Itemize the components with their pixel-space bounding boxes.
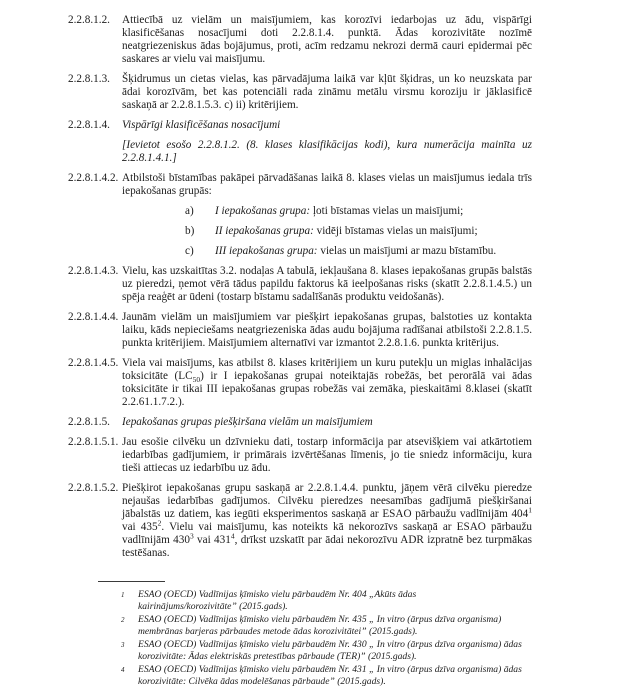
clause-text: Šķidrumus un cietas vielas, kas pārvadājuma laikā var kļūt šķidras, un ko neuzskata par ādai korozīvām, bet kas potenciāli rada zināmu metālu virsmu koroziju ir jāklasificē saskaņā ar 2.2.8.1.5.3. c) ii) kritērijiem. — [122, 73, 532, 111]
footnote-line: ESAO (OECD) Vadlīnijas ķīmisko vielu pārbaudēm Nr. 430 „ In vitro (ārpus dzīva organisma) ādas — [138, 639, 522, 650]
clause-2-2-8-1-4-3 — [68, 265, 532, 304]
clause-text: Attiecībā uz vielām un maisījumiem, kas korozīvi iedarbojas uz ādu, vispārīgi klasificēšanas nosacījumi doti 2.2.8.1.4. punktā. Ādas korozivitāte nozīmē neatgriezeniskus ādas bojājumus, proti, acīm redzamu nekrozi dermā cauri epidermai pēc saskares ar vielu vai maisījumu. — [122, 14, 532, 65]
packing-group-item-c — [185, 245, 532, 258]
list-item-text — [215, 205, 463, 218]
footnote-line: ESAO (OECD) Vadlīnijas ķīmisko vielu pārbaudēm Nr. 435 „ In vitro (ārpus dzīva organisma) — [138, 614, 502, 625]
editorial-note — [68, 139, 532, 165]
clause-2-2-8-1-5-1 — [68, 436, 532, 475]
footnote-mark: 4 — [121, 666, 125, 674]
list-item-lead: II iepakošanas grupa: — [215, 225, 314, 237]
footnote-line: ESAO (OECD) Vadlīnijas ķīmisko vielu pārbaudēm Nr. 404 „Akūts ādas — [138, 589, 417, 600]
clause-number: 2.2.8.1.3. — [68, 73, 110, 85]
clause-text: Jaunām vielām un maisījumiem var piešķirt iepakošanas grupas, balstoties uz kontakta laiku, kāds nepieciešams neatgriezeniska ādas audu bojājuma radīšanai atbilstoši 2.2.8.1.5. punkta kritērijiem. Maisījumiem alternatīvi var izmantot 2.2.8.1.6. punkta kritērijus. — [122, 311, 532, 349]
footnote-line: membrānas barjeras pārbaudes metode ādas korozivitātei” (2015.gads). — [138, 626, 418, 637]
clause-text: Jau esošie cilvēku un dzīvnieku dati, tostarp informācija par atsevišķiem vai atkārtotiem iedarbības gadījumiem, ir primārais izvērtēšanas līmenis, jo tie sniedz informāciju, kura tieši attiecas uz iedarbību uz ādu. — [122, 436, 532, 474]
clause-number: 2.2.8.1.5.1. — [68, 436, 119, 448]
footnote-line: korozivitāte: Cilvēka ādas modelēšanas pārbaude” (2015.gads). — [138, 676, 386, 687]
clause-2-2-8-1-2 — [68, 14, 532, 66]
list-item-text — [215, 245, 496, 258]
list-item-rest: ļoti bīstamas vielas un maisījumi; — [310, 205, 464, 217]
clause-text: Viela vai maisījums, kas atbilst 8. klases kritērijiem un kuru putekļu un miglas inhalācijas toksicitāte $(LC_{50})$ ir I iepakošanas grupai noteiktajās robežās, bet perorālā vai ādas toksicitāte ir tikai III iepakošanas grupas robežās vai zemāka, pieskaitāmi 8.klasei (skatīt 2.2.61.1.7.2.). — [122, 357, 532, 408]
list-letter: c) — [185, 245, 194, 257]
list-letter: b) — [185, 225, 195, 237]
clause-number — [68, 139, 122, 165]
clause-2-2-8-1-4-5 — [68, 357, 532, 409]
list-item-rest: vielas un maisījumi ar mazu bīstamību. — [317, 245, 497, 257]
footnote-mark: 2 — [121, 616, 125, 624]
list-letter: a) — [185, 205, 194, 217]
footnote-line: ESAO (OECD) Vadlīnijas ķīmisko vielu pārbaudēm Nr. 431 „ In vitro (ārpus dzīva organisma) ādas — [138, 664, 522, 675]
footnote-mark: 1 — [121, 591, 125, 599]
clause-text: Vielu, kas uzskaitītas 3.2. nodaļas A tabulā, iekļaušana 8. klases iepakošanas grupās balstās uz pieredzi, ņemot vērā tādus papildu faktorus kā ieelpošanas risks (skatīt 2.2.8.1.4.5.) un spēja reaģēt ar ūdeni (tostarp bīstamu sadalīšanās produktu veidošanās). — [122, 265, 532, 303]
clause-number: 2.2.8.1.4.4. — [68, 311, 119, 323]
list-item-rest: vidēji bīstamas vielas un maisījumi; — [313, 225, 478, 237]
footnote-section — [0, 581, 639, 689]
clause-text: Atbilstoši bīstamības pakāpei pārvadāšanas laikā 8. klases vielas un maisījumus iedala trīs iepakošanas grupās: — [122, 172, 532, 197]
footnote-line: korozivitāte: Ādas elektriskās pretestības pārbaude (TER)” (2015.gads). — [138, 651, 417, 662]
footnote-text — [138, 664, 522, 688]
footnote-text — [138, 589, 416, 613]
clause-number: 2.2.8.1.4.3. — [68, 265, 119, 277]
clause-2-2-8-1-4-4 — [68, 311, 532, 350]
footnote-text — [138, 639, 522, 663]
list-item-text — [215, 225, 478, 238]
clause-number: 2.2.8.1.5.2. — [68, 482, 119, 494]
clause-heading-text: Vispārīgi klasificēšanas nosacījumi — [122, 119, 281, 131]
list-item-lead: I iepakošanas grupa: — [215, 205, 311, 217]
footnote-separator — [98, 581, 165, 582]
clause-number: 2.2.8.1.5. — [68, 416, 110, 428]
clause-number: 2.2.8.1.4.5. — [68, 357, 119, 369]
footnote-3 — [121, 639, 639, 663]
clause-number: 2.2.8.1.2. — [68, 14, 110, 26]
footnote-1 — [121, 589, 639, 613]
footnote-line: kairinājums/korozivitāte” (2015.gads). — [138, 601, 288, 612]
list-item-lead: III iepakošanas grupa: — [215, 245, 318, 257]
footnote-mark: 3 — [121, 641, 125, 649]
clause-number: 2.2.8.1.4. — [68, 119, 110, 131]
footnote-text — [138, 614, 501, 638]
packing-group-item-b — [185, 225, 532, 238]
clause-number: 2.2.8.1.4.2. — [68, 172, 119, 184]
clause-heading-text: Iepakošanas grupas piešķiršana vielām un maisījumiem — [122, 416, 373, 428]
clause-2-2-8-1-5-2 — [68, 482, 532, 560]
footnote-2 — [121, 614, 639, 638]
clause-text: Piešķirot iepakošanas grupu saskaņā ar 2.2.8.1.4.4. punktu, jāņem vērā cilvēku pieredze nejaušas iedarbības gadījumos. Cilvēku pieredzes neesamības gadījumā piešķiršanai jābalstās uz datiem, kas iegūti eksperimentos saskaņā ar ESAO pārbaužu vadlīnijām $404^1$ vai $435^2$. Vielu vai maisījumu, kas noteikts kā nekorozīvs saskaņā ar ESAO pārbaužu vadlīnijām $430^3$ vai $431^4$, drīkst uzskatīt par ādai nekorozīvu ADR izpratnē bez turpmākas testēšanas. — [122, 482, 533, 559]
clause-2-2-8-1-5-heading — [68, 416, 532, 429]
clause-2-2-8-1-4-2 — [68, 172, 532, 198]
clause-2-2-8-1-4-heading — [68, 119, 532, 132]
footnote-4 — [121, 664, 639, 688]
editorial-note-text: [Ievietot esošo 2.2.8.1.2. (8. klases klasifikācijas kodi), kura numerācija mainīta uz 2.2.8.1.4.1.] — [122, 139, 532, 164]
packing-group-item-a — [185, 205, 532, 218]
clause-2-2-8-1-3 — [68, 73, 532, 112]
